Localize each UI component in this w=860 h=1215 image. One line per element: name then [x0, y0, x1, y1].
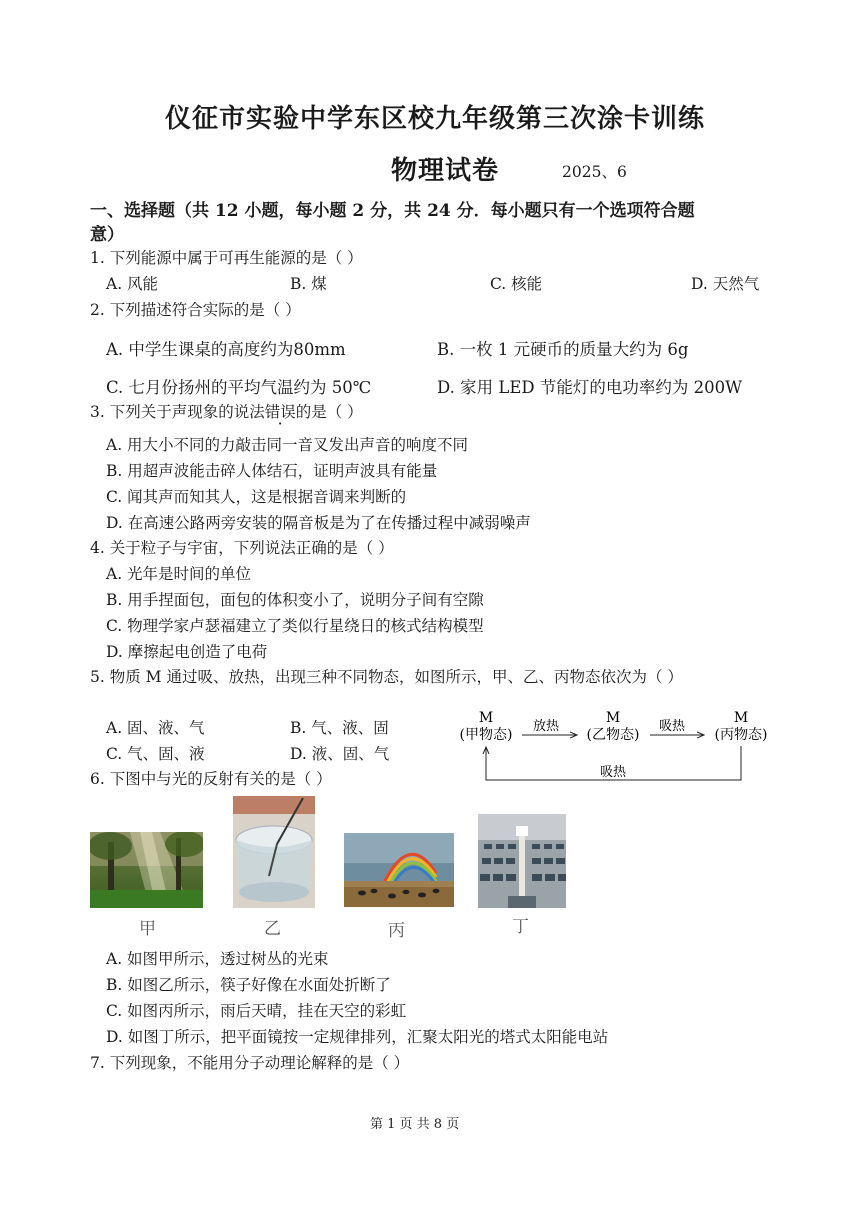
caption-bing: 丙: [388, 921, 405, 941]
q5-option-b[interactable]: B. 气、液、固: [290, 719, 389, 737]
diagram-m-3: M: [733, 710, 749, 726]
q3-option-b[interactable]: B. 用超声波能击碎人体结石，证明声波具有能量: [106, 462, 438, 480]
question-3-stem-pre: 3. 下列关于声现象的说法: [90, 403, 265, 421]
page-number: 第 1 页 共 8 页: [370, 1117, 460, 1132]
q5-option-a[interactable]: A. 固、液、气: [106, 719, 205, 737]
q3-option-a[interactable]: A. 用大小不同的力敲击同一音叉发出声音的响度不同: [106, 436, 469, 454]
question-3-stem-post: 的是（ ）: [295, 403, 363, 421]
question-3-emphasis: 错误: [264, 403, 296, 421]
q6-option-d[interactable]: D. 如图丁所示，把平面镜按一定规律排列，汇聚太阳光的塔式太阳能电站: [106, 1028, 609, 1046]
arrow-label-1: 放热: [532, 719, 560, 734]
q6-option-c[interactable]: C. 如图丙所示，雨后天晴，挂在天空的彩虹: [106, 1002, 407, 1020]
arrow-label-3: 吸热: [599, 765, 627, 780]
caption-ding: 丁: [512, 917, 529, 937]
exam-date: 2025、6: [562, 163, 627, 181]
q1-option-d[interactable]: D. 天然气: [691, 275, 760, 293]
diagram-state-3: (丙物态): [714, 727, 768, 743]
q4-option-a[interactable]: A. 光年是时间的单位: [106, 565, 252, 583]
question-6-stem: 6. 下图中与光的反射有关的是（ ）: [90, 770, 332, 788]
q1-option-b[interactable]: B. 煤: [290, 275, 327, 293]
photo-rainbow: [344, 833, 454, 907]
caption-yi: 乙: [264, 919, 281, 939]
q5-option-d[interactable]: D. 液、固、气: [290, 745, 390, 763]
q2-option-c[interactable]: C. 七月份扬州的平均气温约为 50℃: [106, 378, 372, 397]
page-title: 仪征市实验中学东区校九年级第三次涂卡训练: [165, 104, 706, 134]
q3-option-c[interactable]: C. 闻其声而知其人，这是根据音调来判断的: [106, 488, 407, 506]
q6-option-b[interactable]: B. 如图乙所示，筷子好像在水面处折断了: [106, 976, 391, 994]
question-5-stem: 5. 物质 M 通过吸、放热，出现三种不同物态，如图所示，甲、乙、丙物态依次为（ ）: [90, 668, 683, 686]
arrow-label-2: 吸热: [658, 719, 686, 734]
question-7-stem: 7. 下列现象，不能用分子动理论解释的是（ ）: [90, 1054, 410, 1072]
diagram-m-1: M: [478, 710, 494, 726]
q2-option-a[interactable]: A. 中学生课桌的高度约为80mm: [106, 340, 346, 359]
question-3-stem: [90, 400, 363, 422]
diagram-state-2: (乙物态): [586, 727, 640, 743]
photo-forest-light-rays: [90, 832, 203, 908]
q1-option-a[interactable]: A. 风能: [106, 275, 159, 293]
q6-option-a[interactable]: A. 如图甲所示，透过树丛的光束: [106, 950, 329, 968]
photo-chopstick-in-water: [233, 796, 315, 908]
section-heading: 一、选择题（共 12 小题，每小题 2 分，共 24 分．每小题只有一个选项符合题: [90, 201, 695, 221]
question-2-stem: 2. 下列描述符合实际的是（ ）: [90, 301, 301, 319]
photo-solar-power-tower: [478, 814, 566, 908]
question-4-stem: 4. 关于粒子与宇宙，下列说法正确的是（ ）: [90, 539, 394, 557]
q2-option-d[interactable]: D. 家用 LED 节能灯的电功率约为 200W: [437, 378, 743, 397]
question-1-stem: 1. 下列能源中属于可再生能源的是（ ）: [90, 249, 363, 267]
section-heading-cont: 意）: [90, 225, 124, 245]
caption-jia: 甲: [139, 919, 156, 939]
subject-title: 物理试卷: [391, 156, 500, 186]
q2-option-b[interactable]: B. 一枚 1 元硬币的质量大约为 6g: [437, 340, 689, 359]
q4-option-b[interactable]: B. 用手捏面包，面包的体积变小了，说明分子间有空隙: [106, 591, 484, 609]
q4-option-c[interactable]: C. 物理学家卢瑟福建立了类似行星绕日的核式结构模型: [106, 617, 484, 635]
state-change-diagram: [446, 706, 776, 786]
q4-option-d[interactable]: D. 摩擦起电创造了电荷: [106, 643, 268, 661]
q1-option-c[interactable]: C. 核能: [490, 275, 543, 293]
diagram-state-1: (甲物态): [459, 727, 513, 743]
q5-option-c[interactable]: C. 气、固、液: [106, 745, 205, 763]
diagram-m-2: M: [605, 710, 621, 726]
q3-option-d[interactable]: D. 在高速公路两旁安装的隔音板是为了在传播过程中减弱噪声: [106, 514, 531, 532]
